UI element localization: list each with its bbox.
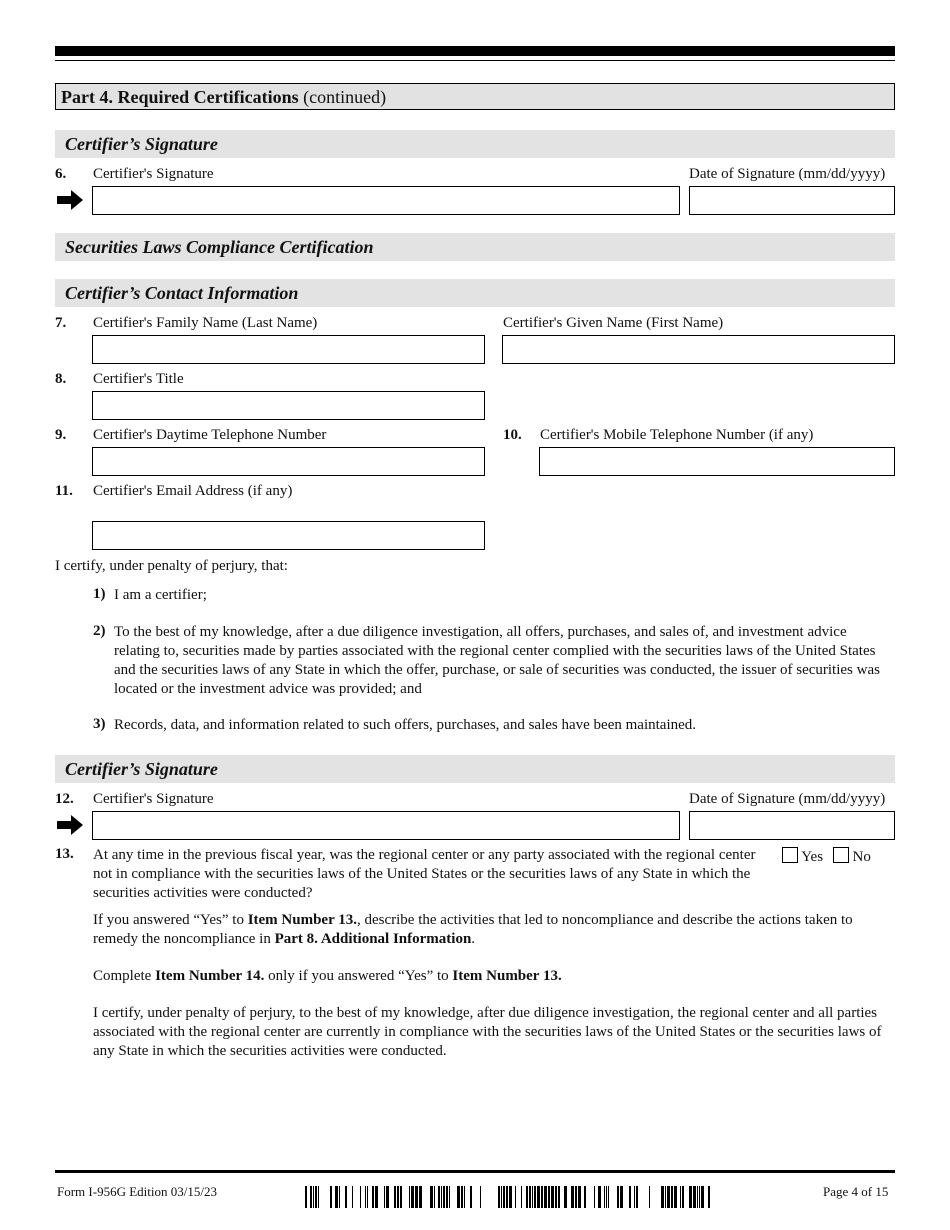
part-header — [55, 83, 895, 110]
certify-item-3-text: Records, data, and information related to such offers, purchases, and sales have been maintained. — [114, 717, 697, 733]
item-number-11: 11. — [55, 483, 73, 499]
no-label: No — [852, 849, 871, 865]
bottom-rule — [55, 1170, 895, 1173]
item-13-question: At any time in the previous fiscal year, was the regional center or any party associated with the regional center not in compliance with the securities laws of the United States or the securities laws of any State in which the securities activities were conducted? — [93, 847, 756, 901]
instr-bold-1: Item Number 13. — [247, 912, 357, 928]
complete-text-2: only if you answered “Yes” to — [264, 968, 453, 984]
signature-2-label: Certifier's Signature — [93, 791, 214, 807]
email-field[interactable] — [92, 521, 485, 550]
certify-item-2-number: 2) — [93, 623, 106, 639]
mobile-phone-field[interactable] — [539, 447, 895, 476]
yes-no-group — [782, 847, 871, 866]
noncompliance-instructions — [93, 911, 888, 949]
complete-bold-2: Item Number 13. — [452, 968, 562, 984]
signature-field[interactable] — [92, 186, 680, 215]
top-rule-thick — [55, 46, 895, 56]
certify-intro: I certify, under penalty of perjury, that: — [55, 558, 288, 574]
section-header-signature-2: Certifier’s Signature — [55, 755, 895, 783]
item-number-13: 13. — [55, 846, 74, 862]
instr-text-3: . — [471, 931, 476, 947]
title-label: Certifier's Title — [93, 371, 184, 387]
family-name-field[interactable] — [92, 335, 485, 364]
certify-item-1-number: 1) — [93, 586, 106, 602]
signature-label: Certifier's Signature — [93, 166, 214, 182]
item-number-10: 10. — [503, 427, 522, 443]
yes-label: Yes — [801, 849, 824, 865]
given-name-label: Certifier's Given Name (First Name) — [503, 315, 724, 331]
section-header-contact: Certifier’s Contact Information — [55, 279, 895, 307]
complete-text-1: Complete — [93, 968, 156, 984]
mobile-phone-label: Certifier's Mobile Telephone Number (if any) — [540, 427, 814, 443]
daytime-phone-label: Certifier's Daytime Telephone Number — [93, 427, 327, 443]
yes-checkbox[interactable] — [782, 847, 798, 863]
signature-date-label: Date of Signature (mm/dd/yyyy) — [689, 166, 886, 182]
signature-2-date-field[interactable] — [689, 811, 895, 840]
email-label: Certifier's Email Address (if any) — [93, 483, 293, 499]
top-rule-thin — [55, 60, 895, 61]
complete-item-14-note — [93, 967, 888, 986]
part-title: Part 4. Required Certifications — [61, 87, 299, 107]
part-suffix: (continued) — [298, 87, 387, 107]
item-number-8: 8. — [55, 371, 67, 387]
section-header-signature: Certifier’s Signature — [55, 130, 895, 158]
arrow-right-icon — [57, 190, 83, 210]
item-number-9: 9. — [55, 427, 67, 443]
instr-bold-2: Part 8. Additional Information — [274, 931, 472, 947]
arrow-right-icon — [57, 815, 83, 835]
title-field[interactable] — [92, 391, 485, 420]
family-name-label: Certifier's Family Name (Last Name) — [93, 315, 318, 331]
certify-item-1-text: I am a certifier; — [114, 587, 207, 603]
page-number: Page 4 of 15 — [823, 1184, 889, 1199]
instr-text-2: , describe the activities that led to noncompliance and describe the actions taken to remedy the noncompliance in — [93, 912, 853, 947]
item-number-7: 7. — [55, 315, 67, 331]
instr-text-1: If you answered “Yes” to — [93, 912, 248, 928]
complete-bold-1: Item Number 14. — [155, 968, 265, 984]
compliance-certification: I certify, under penalty of perjury, to the best of my knowledge, after due diligence investigation, the regional center and all parties associated with the regional center are currently in compliance with the securities laws of the United States or the securities laws of any State in which the securities activities were conducted. — [93, 1005, 882, 1059]
item-number-12: 12. — [55, 791, 74, 807]
no-checkbox[interactable] — [833, 847, 849, 863]
item-number-6: 6. — [55, 166, 67, 182]
barcode-icon — [305, 1186, 713, 1208]
certify-item-2-text: To the best of my knowledge, after a due diligence investigation, all offers, purchases, and sales of, and investment advice relating to, securities made by parties associated with the regional center complied with the securities laws of the United States and the securities laws of any State in which the offer, purchase, or sale of securities was conducted, the issuer of securities was located or the investment advice was provided; and — [114, 624, 880, 697]
certify-item-3-number: 3) — [93, 716, 106, 732]
signature-2-date-label: Date of Signature (mm/dd/yyyy) — [689, 791, 886, 807]
form-edition: Form I-956G Edition 03/15/23 — [57, 1184, 217, 1199]
given-name-field[interactable] — [502, 335, 895, 364]
signature-2-field[interactable] — [92, 811, 680, 840]
signature-date-field[interactable] — [689, 186, 895, 215]
section-header-securities: Securities Laws Compliance Certification — [55, 233, 895, 261]
daytime-phone-field[interactable] — [92, 447, 485, 476]
